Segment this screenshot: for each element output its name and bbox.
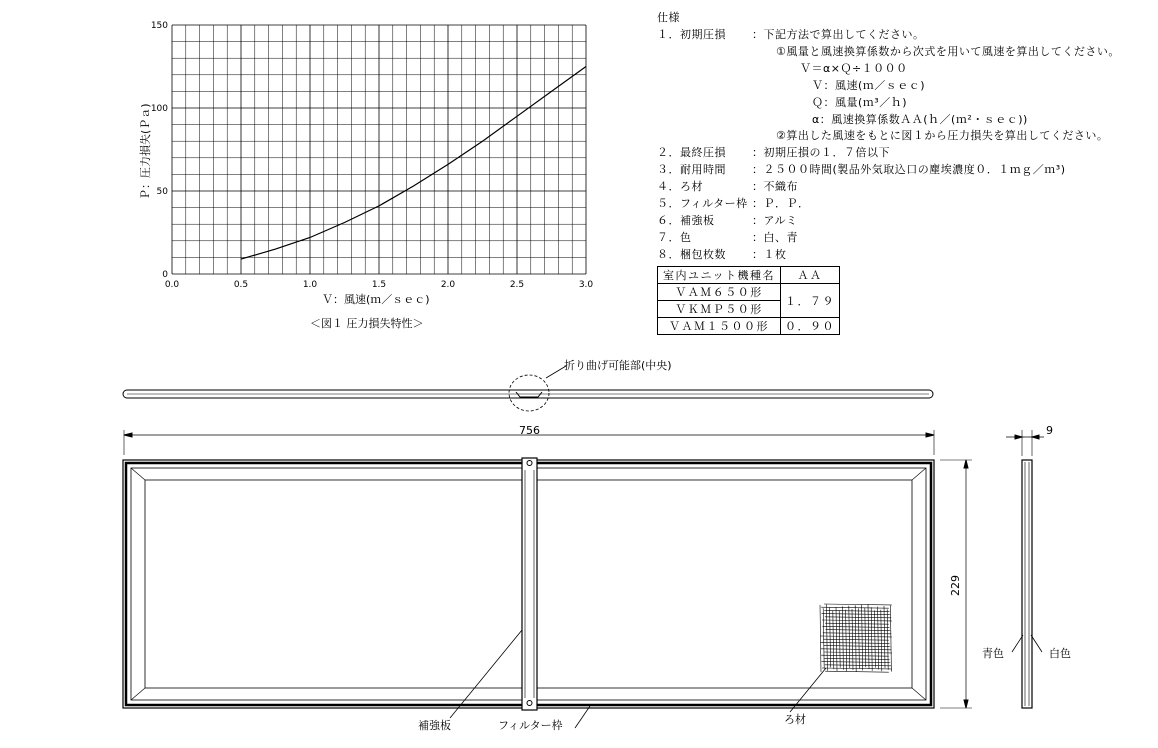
mesh-fiber [823,608,824,669]
spec-item-label: ８．梱包枚数 [657,247,726,261]
y-tick-label: 50 [156,187,168,197]
width-dimension: 756 [519,424,540,437]
leader-white [1031,635,1042,652]
spec-item-value: ：白、青 [752,230,798,244]
label-reinforcement: 補強板 [418,719,451,732]
y-tick-label: 0 [162,270,168,280]
spec-item-value: ：下記方法で算出してください。 [752,28,925,41]
spec-item-value: ：不織布 [752,180,798,194]
leader-blue [1012,635,1023,652]
x-tick-label: 0.0 [164,280,180,290]
mesh-fiber [890,605,891,671]
fold-circle [509,375,549,411]
x-tick-label: 2.0 [440,280,456,290]
mesh-fiber [822,614,891,615]
label-white: 白色 [1049,647,1071,660]
spec-item-value: ：２５００時間(製品外気取込口の塵埃濃度０．１ｍｇ／ｍ³) [752,163,1066,177]
leader-frame [575,706,590,728]
filter-media-mesh [820,604,892,672]
chart-y-axis-label: Ｐ：圧力損失(Ｐａ) [139,103,152,200]
aa-table-header-aa: ＡＡ [781,267,840,284]
mesh-fiber [825,665,891,666]
spec-item-label: ５．フィルター枠 [657,197,748,210]
height-dimension: 229 [949,575,962,596]
aa-table-header-model: 室内ユニット機種名 [658,267,781,284]
spec-heading: 仕様 [657,11,680,24]
spec-item-label: ２．最終圧損 [657,146,726,160]
spec-item-detail: Ｑ：風量(ｍ³／ｈ) [812,95,907,109]
mesh-fiber [824,658,889,659]
y-tick-label: 150 [150,21,168,31]
label-media: ろ材 [784,713,806,726]
chart-x-axis-label: Ｖ：風速(ｍ／ｓｅｃ) [322,293,430,306]
spec-item-value: ：１枚 [752,247,787,261]
spec-item-label: ７．色 [657,230,692,244]
mesh-fiber [822,620,892,621]
x-tick-label: 1.5 [371,280,387,290]
mesh-fiber [839,610,840,668]
spec-item-detail: Ｖ：風速(ｍ／ｓｅｃ) [812,78,926,92]
spec-item-label: ６．補強板 [657,213,715,227]
mesh-fiber [881,610,882,671]
spec-item-value: ：初期圧損の１．７倍以下 [752,146,890,160]
mesh-fiber [822,626,889,627]
side-view-profile [1022,460,1032,708]
mesh-fiber [825,617,891,618]
x-tick-label: 2.5 [509,280,525,290]
aa-table-model-row2: ＶＫＭＰ５０形 [658,301,781,318]
label-blue: 青色 [982,647,1004,660]
mesh-fiber [826,604,827,670]
spec-item-label: １．初期圧損 [657,28,726,41]
mesh-fiber [820,642,889,643]
chart-title: ＜図１ 圧力損失特性＞ [310,317,424,330]
thickness-dimension: 9 [1046,424,1053,437]
mesh-fiber [826,630,891,631]
mesh-fiber [871,607,872,671]
mesh-fiber [824,652,892,653]
fold-leader [546,366,566,378]
mesh-fiber [825,671,889,672]
mesh-fiber [824,610,889,611]
mesh-fiber [842,606,843,669]
spec-item-value: ：Ｐ．Ｐ． [752,197,810,210]
aa-table-model-row1: ＶＡＭ６５０形 [658,284,781,301]
x-tick-label: 1.0 [302,280,318,290]
mesh-fiber [878,607,879,670]
spec-item-label: ３．耐用時間 [657,163,726,177]
spec-item-value: ：アルミ [752,213,798,227]
spec-item-detail: Ｖ＝α×Ｑ÷１０００ [800,61,908,75]
reinforcement-strip [522,458,537,710]
mesh-fiber [820,605,821,672]
y-tick-label: 100 [150,104,168,114]
mesh-fiber [833,611,834,669]
label-frame: フィルター枠 [498,719,563,732]
x-tick-label: 3.0 [578,280,594,290]
spec-item-label: ４．ろ材 [657,180,703,194]
fold-label: 折り曲げ可能部(中央) [564,359,672,372]
mesh-fiber [865,608,866,667]
mesh-fiber [887,609,888,670]
spec-item-detail: α：風速換算係数ＡＡ(ｈ／(ｍ²・ｓｅｃ)) [812,112,1028,126]
aa-table-value-row3: ０．９０ [781,318,840,335]
mesh-fiber [836,607,837,671]
x-tick-label: 0.5 [233,280,249,290]
spec-item-detail: ①風量と風速換算係数から次式を用いて風速を算出してください。 [776,44,1120,58]
aa-table-value-row12: １．７９ [781,284,840,318]
aa-table-model-row3: ＶＡＭ１５００形 [658,318,781,335]
spec-item-detail: ②算出した風速をもとに図１から圧力損失を算出してください。 [776,129,1109,143]
fold-hinge [516,392,542,397]
mesh-fiber [824,604,892,605]
mesh-fiber [825,623,889,624]
